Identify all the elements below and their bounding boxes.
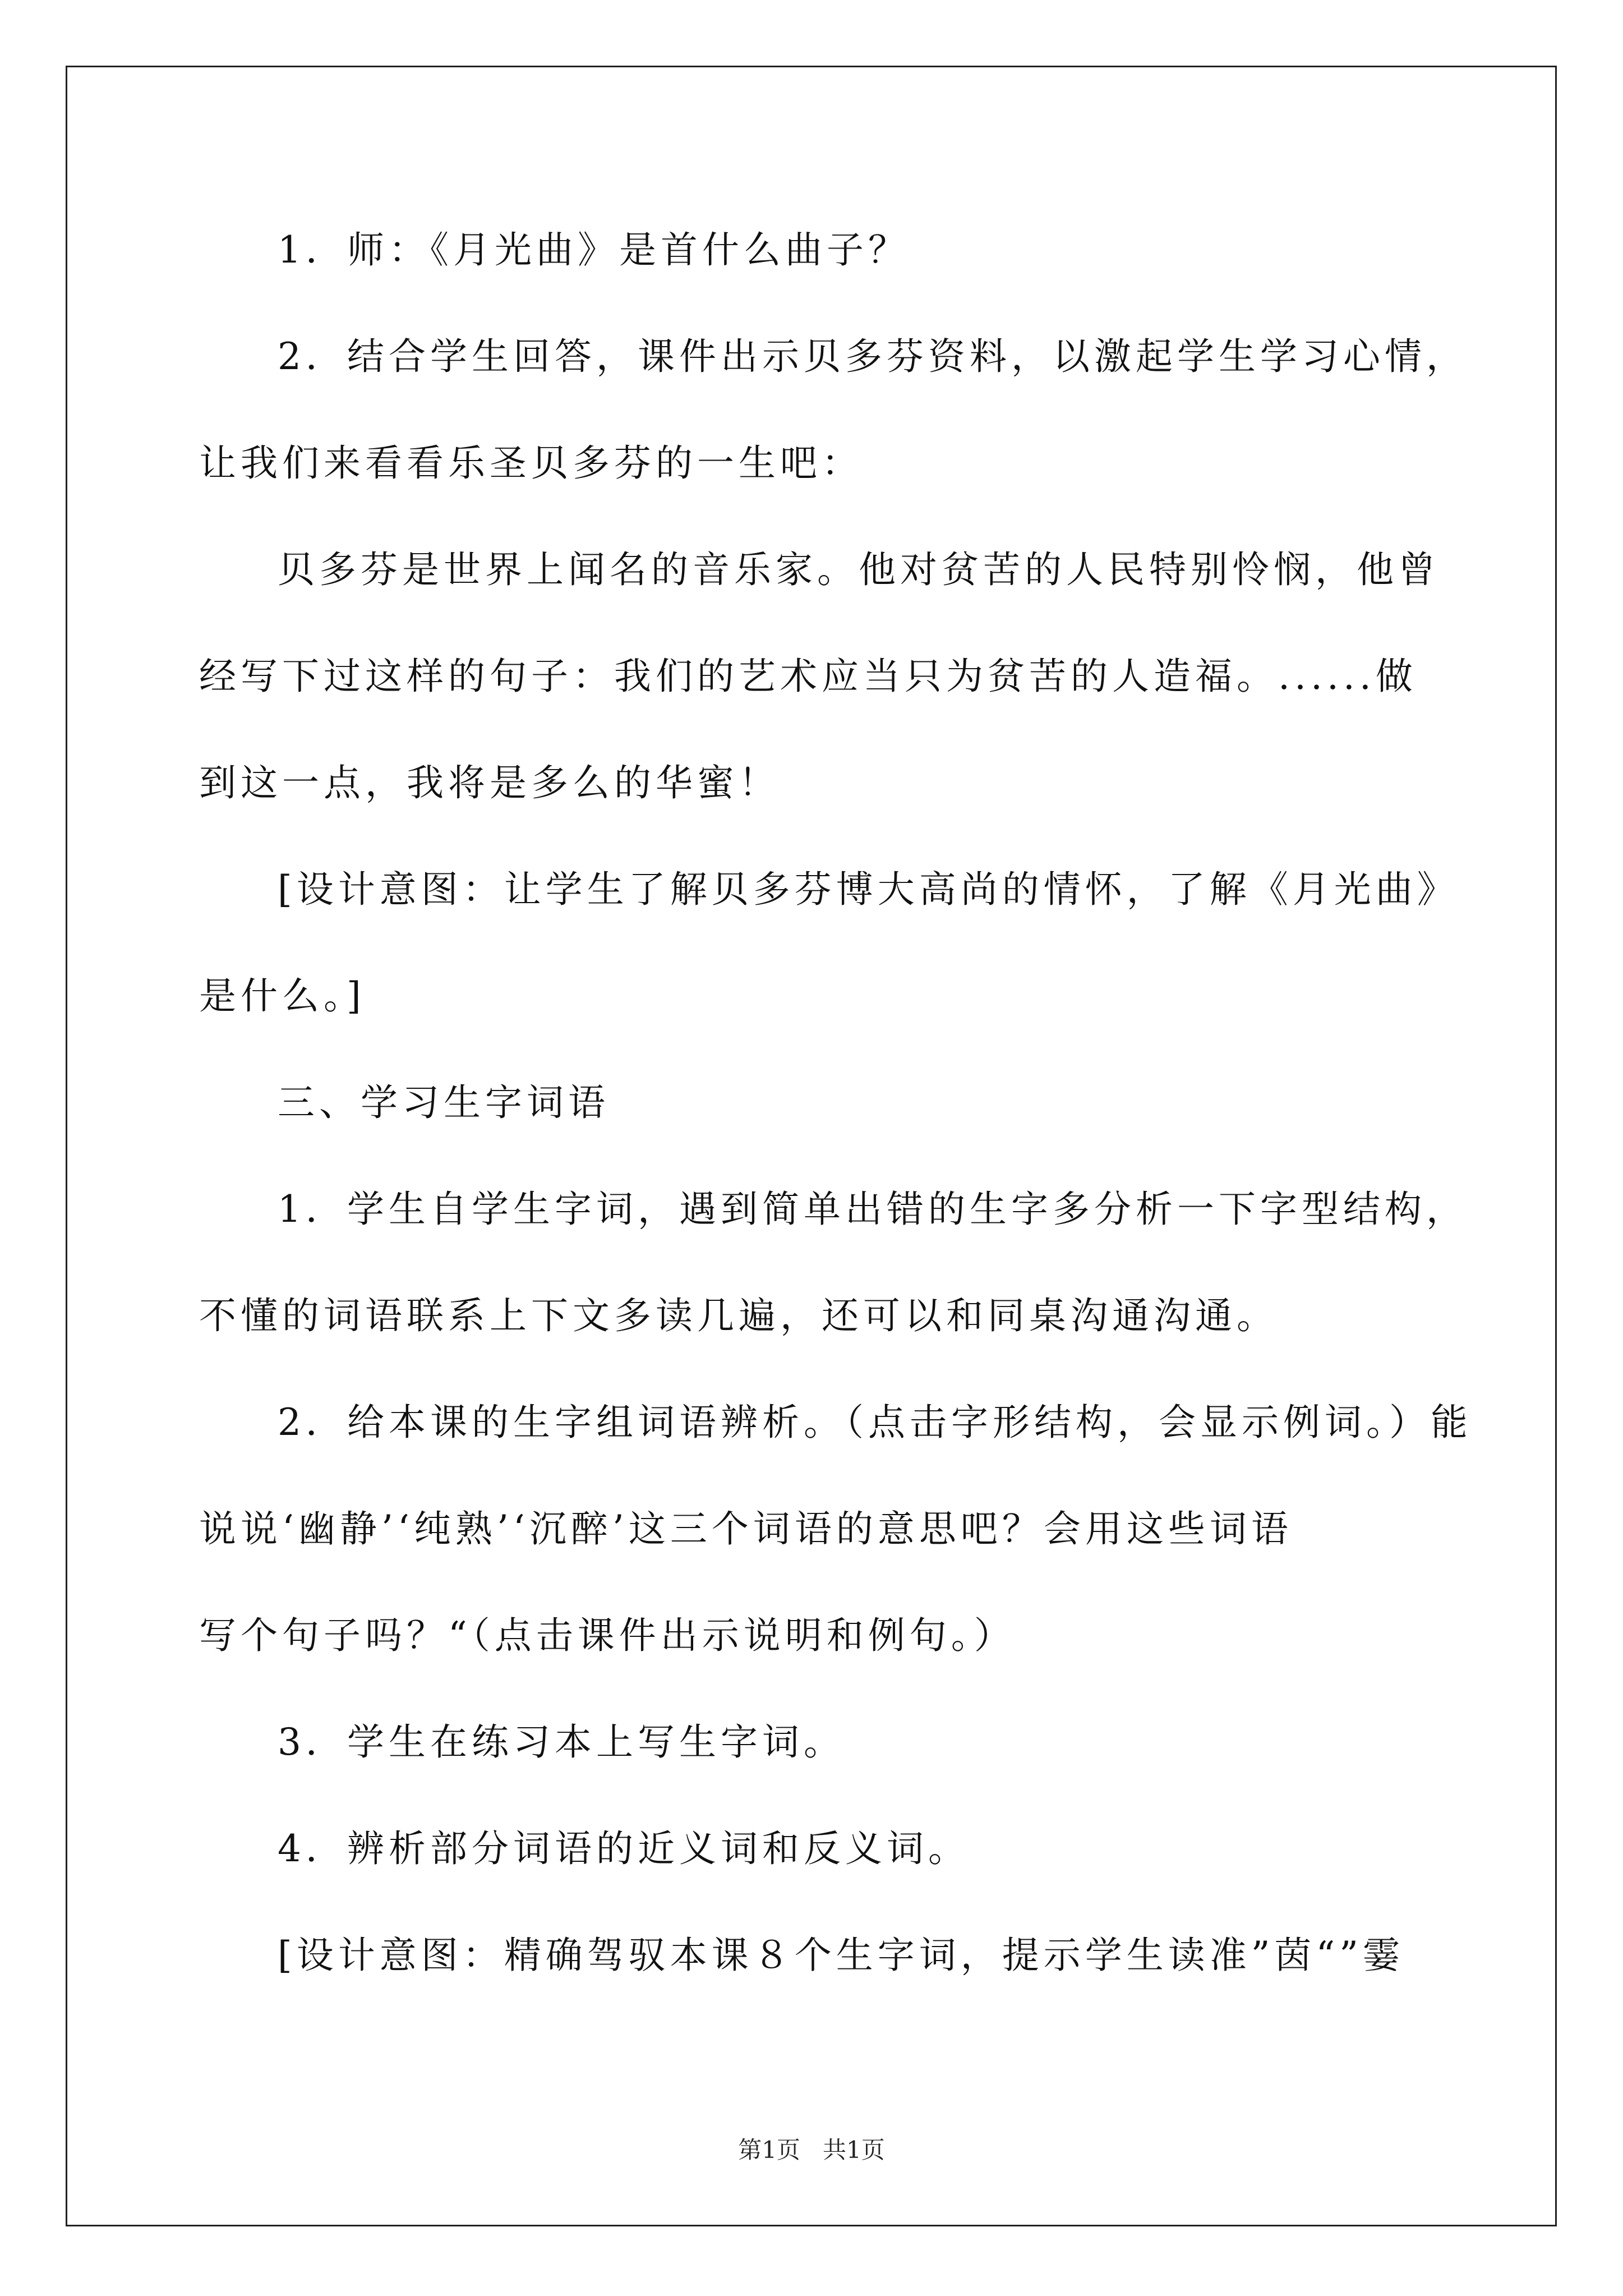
line-17: [设计意图：精确驾驭本课８个生字词，提示学生读准”茵“”霎	[278, 1934, 1404, 1977]
line-16: 4．辨析部分词语的近义词和反义词。	[278, 1827, 970, 1870]
section-heading: 三、学习生字词语	[278, 1081, 610, 1124]
line-3: 让我们来看看乐圣贝多芬的一生吧：	[199, 441, 863, 485]
line-7: [设计意图：让学生了解贝多芬博大高尚的情怀，了解《月光曲》	[278, 868, 1459, 911]
line-8: 是什么。]	[199, 974, 366, 1018]
line-6: 到这一点，我将是多么的华蜜！	[199, 761, 780, 804]
line-12: 2．给本课的生字组词语辨析。（点击字形结构，会显示例词。）能	[278, 1401, 1472, 1444]
page-border	[66, 66, 1557, 2226]
line-15: 3．学生在练习本上写生字词。	[278, 1720, 845, 1764]
line-5: 经写下过这样的句子：我们的艺术应当只为贫苦的人造福。......做	[199, 655, 1417, 698]
line-10: 1．学生自学生字词，遇到简单出错的生字多分析一下字型结构，	[278, 1188, 1468, 1231]
page-footer: 第1页 共1页	[738, 2136, 885, 2164]
line-4: 贝多芬是世界上闻名的音乐家。他对贫苦的人民特别怜悯，他曾	[278, 548, 1440, 591]
line-1: 1．师：《月光曲》是首什么曲子？	[278, 228, 910, 272]
line-2: 2．结合学生回答，课件出示贝多芬资料，以激起学生学习心情，	[278, 335, 1468, 378]
line-13: 说说‘幽静’‘纯熟’‘沉醉’这三个词语的意思吧？会用这些词语	[199, 1507, 1293, 1550]
line-11: 不懂的词语联系上下文多读几遍，还可以和同桌沟通沟通。	[199, 1294, 1278, 1337]
line-14: 写个句子吗？“（点击课件出示说明和例句。）	[199, 1614, 1016, 1657]
